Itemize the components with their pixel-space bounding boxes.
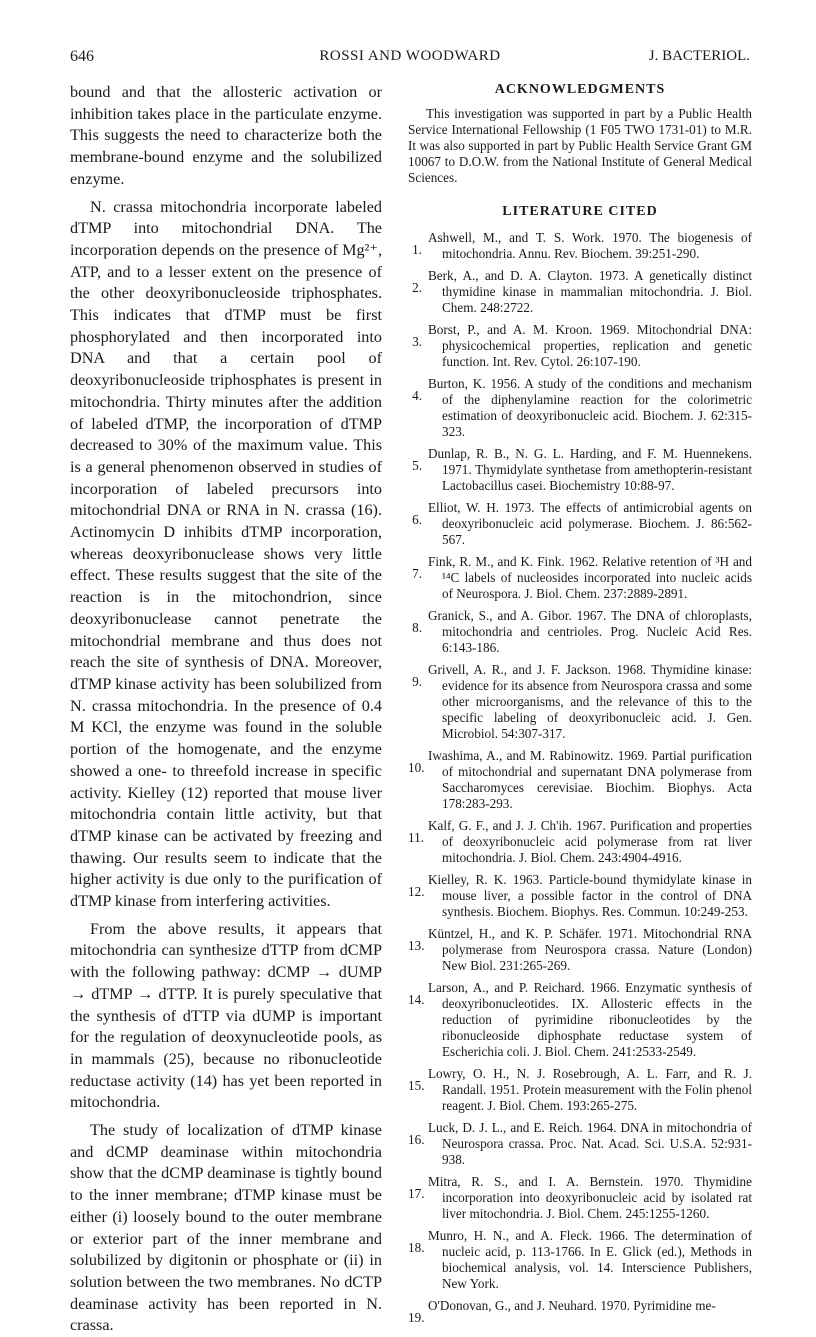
- body-paragraph: The study of localization of dTMP kinase and dCMP deaminase within mitochondria show that the dCMP deaminase is tightly bound to the inner membrane; dTMP kinase must be either (i) loosely bound to the outer membrane or exterior part of the inner membrane and solubilized by digitonin or phosphate or (ii) in solution between the two membranes. No dCTP deaminase activity has been reported in N. crassa.: [70, 1121, 382, 1335]
- reference-item: [408, 500, 752, 548]
- reference-text: Larson, A., and P. Reichard. 1966. Enzymatic synthesis of deoxyribonucleotides. IX. Allosteric effects in the reduction of pyrimidine ribonucleotides by the ribonucleoside diphosphate reductase system of Escherichia coli. J. Biol. Chem. 241:2533-2549.: [428, 980, 752, 1059]
- reference-item: [408, 980, 752, 1060]
- acknowledgments-heading: ACKNOWLEDGMENTS: [494, 82, 666, 97]
- running-title: ROSSI AND WOODWARD: [319, 48, 501, 64]
- reference-number: 9.: [412, 674, 422, 689]
- reference-text: Luck, D. J. L., and E. Reich. 1964. DNA in mitochondria of Neurospora crassa. Proc. Nat. Acad. Sci. U.S.A. 52:931-938.: [428, 1120, 752, 1167]
- reference-number: 4.: [412, 388, 422, 403]
- reference-text: Iwashima, A., and M. Rabinowitz. 1969. Partial purification of mitochondrial and supernatant DNA polymerase from Saccharomyces cerevisiae. Biochim. Biophys. Acta 178:283-293.: [428, 748, 752, 811]
- reference-number: 2.: [412, 280, 422, 295]
- reference-item: [408, 322, 752, 370]
- reference-text: Granick, S., and A. Gibor. 1967. The DNA of chloroplasts, mitochondria and centrioles. Prog. Nucleic Acid Res. 6:143-186.: [428, 608, 752, 655]
- reference-number: 15.: [408, 1078, 425, 1093]
- reference-text: Berk, A., and D. A. Clayton. 1973. A genetically distinct thymidine kinase in mammalian mitochondria. J. Biol. Chem. 248:2722.: [428, 268, 752, 315]
- reference-item: [408, 446, 752, 494]
- reference-text: Lowry, O. H., N. J. Rosebrough, A. L. Farr, and R. J. Randall. 1951. Protein measurement with the Folin phenol reagent. J. Biol. Chem. 193:265-275.: [428, 1066, 752, 1113]
- reference-text: Burton, K. 1956. A study of the conditions and mechanism of the diphenylamine reaction for the colorimetric estimation of deoxyribonucleic acid. Biochem. J. 62:315-323.: [428, 376, 752, 439]
- reference-item: [408, 376, 752, 440]
- reference-text: Fink, R. M., and K. Fink. 1962. Relative retention of ³H and ¹⁴C labels of nucleosides incorporated into nucleic acids of Neurospora. J. Biol. Chem. 237:2889-2891.: [428, 554, 752, 601]
- reference-number: 12.: [408, 884, 425, 899]
- reference-number: 1.: [412, 242, 422, 257]
- page-number: 646: [70, 48, 94, 65]
- reference-number: 7.: [412, 566, 422, 581]
- reference-number: 11.: [408, 830, 424, 845]
- reference-item: [408, 608, 752, 656]
- reference-text: Grivell, A. R., and J. F. Jackson. 1968. Thymidine kinase: evidence for its absence from Neurospora crassa and some other microorganisms, and the relevance of this to the specific labeling of deoxyribonucleic acid. J. Gen. Microbiol. 54:307-317.: [428, 662, 752, 741]
- reference-item: [408, 662, 752, 742]
- reference-text: Mitra, R. S., and I. A. Bernstein. 1970. Thymidine incorporation into deoxyribonucleic acid by isolated rat liver mitochondria. J. Biol. Chem. 245:1255-1260.: [428, 1174, 752, 1221]
- page-header: [70, 48, 750, 72]
- reference-text: Ashwell, M., and T. S. Work. 1970. The biogenesis of mitochondria. Annu. Rev. Biochem. 39:251-290.: [428, 230, 752, 261]
- reference-number: 5.: [412, 458, 422, 473]
- reference-text: Munro, H. N., and A. Fleck. 1966. The determination of nucleic acid, p. 113-1766. In E. Glick (ed.), Methods in biochemical analysis, vol. 14. Interscience Publishers, New York.: [428, 1228, 752, 1291]
- reference-number: 19.: [408, 1310, 425, 1325]
- reference-item: [408, 1120, 752, 1168]
- reference-text: Dunlap, R. B., N. G. L. Harding, and F. M. Huennekens. 1971. Thymidylate synthetase from amethopterin-resistant Lactobacillus casei. Biochemistry 10:88-97.: [428, 446, 752, 493]
- reference-item: [408, 230, 752, 262]
- reference-number: 18.: [408, 1240, 425, 1255]
- reference-text: O'Donovan, G., and J. Neuhard. 1970. Pyrimidine me-: [428, 1298, 716, 1313]
- body-text-column: [70, 82, 382, 1337]
- reference-number: 16.: [408, 1132, 425, 1147]
- reference-text: Kielley, R. K. 1963. Particle-bound thymidylate kinase in mouse liver, a possible factor in the control of DNA synthesis. Biochem. Biophys. Res. Commun. 10:249-253.: [428, 872, 752, 919]
- reference-text: Elliot, W. H. 1973. The effects of antimicrobial agents on deoxyribonucleic acid polymerase. Biochem. J. 86:562-567.: [428, 500, 752, 547]
- reference-item: [408, 1066, 752, 1114]
- reference-list: [408, 230, 752, 1325]
- reference-item: [408, 818, 752, 866]
- reference-item: [408, 1228, 752, 1292]
- reference-number: 13.: [408, 938, 425, 953]
- reference-item: [408, 872, 752, 920]
- reference-text: Küntzel, H., and K. P. Schäfer. 1971. Mitochondrial RNA polymerase from Neurospora crassa. Nature (London) New Biol. 231:265-269.: [428, 926, 752, 973]
- reference-number: 10.: [408, 760, 425, 775]
- body-paragraph: From the above results, it appears that mitochondria can synthesize dTTP from dCMP with the following pathway: dCMP → dUMP → dTMP → dTTP. It is purely speculative that the synthesis of dTTP via dUMP is important for the regulation of deoxynucleotide pools, as in mammals (25), because no ribonucleotide reductase activity (14) has yet been reported in mitochondria.: [70, 919, 382, 1112]
- body-paragraph: N. crassa mitochondria incorporate labeled dTMP into mitochondrial DNA. The incorporation depends on the presence of Mg²⁺, ATP, and to a lesser extent on the presence of the other deoxyribonucleoside triphosphates. This indicates that dTMP must be first phosphorylated and then incorporated into DNA and that a certain pool of deoxyribonucleoside triphosphates is present in mitochondria. Thirty minutes after the addition of labeled dTMP, the incorporation of dTMP decreased to 30% of the maximum value. This is a general phenomenon observed in studies of incorporation of labeled precursors into mitochondrial DNA or RNA in N. crassa (16). Actinomycin D inhibits dTMP incorporation, whereas deoxyribonuclease shows very little effect. These results suggest that the site of the reaction is in the mitochondrion, since deoxyribonuclease cannot penetrate the mitochondrial membrane and thus does not reach the site of synthesis of DNA. Moreover, dTMP kinase activity has been solubilized from N. crassa mitochondria. In the presence of 0.4 M KCl, the enzyme was found in the soluble portion of the homogenate, and the enzyme showed a one- to threefold increase in specific activity. Kielley (12) reported that mouse liver mitochondria contain little activity, but that dTMP kinase can be activated by freezing and thawing. Our results seem to indicate that the higher activity is due only to the purification of dTMP kinase from interfering activities.: [70, 197, 382, 911]
- journal-name: J. BACTERIOL.: [648, 48, 750, 64]
- reference-item: [408, 268, 752, 316]
- back-matter-column: [408, 82, 752, 1325]
- reference-item: [408, 554, 752, 602]
- reference-item: [408, 1298, 752, 1325]
- reference-item: [408, 1174, 752, 1222]
- reference-number: 14.: [408, 992, 425, 1007]
- reference-item: [408, 748, 752, 812]
- reference-text: Kalf, G. F., and J. J. Ch'ih. 1967. Purification and properties of deoxyribonucleic acid polymerase from rat liver mitochondria. J. Biol. Chem. 243:4904-4916.: [428, 818, 752, 865]
- literature-heading: LITERATURE CITED: [502, 204, 658, 219]
- acknowledgments-text: This investigation was supported in part by a Public Health Service International Fellowship (1 F05 TWO 1731-01) to M.R. It was also supported in part by Public Health Service Grant GM 10067 to D.O.W. from the National Institute of General Medical Sciences.: [408, 106, 752, 185]
- reference-number: 6.: [412, 512, 422, 527]
- reference-number: 3.: [412, 334, 422, 349]
- reference-item: [408, 926, 752, 974]
- body-paragraph: bound and that the allosteric activation or inhibition takes place in the particulate enzyme. This suggests the need to characterize both the membrane-bound enzyme and the solubilized enzyme.: [70, 83, 382, 188]
- reference-text: Borst, P., and A. M. Kroon. 1969. Mitochondrial DNA: physicochemical properties, replication and genetic function. Int. Rev. Cytol. 26:107-190.: [428, 322, 752, 369]
- reference-number: 17.: [408, 1186, 425, 1201]
- reference-number: 8.: [412, 620, 422, 635]
